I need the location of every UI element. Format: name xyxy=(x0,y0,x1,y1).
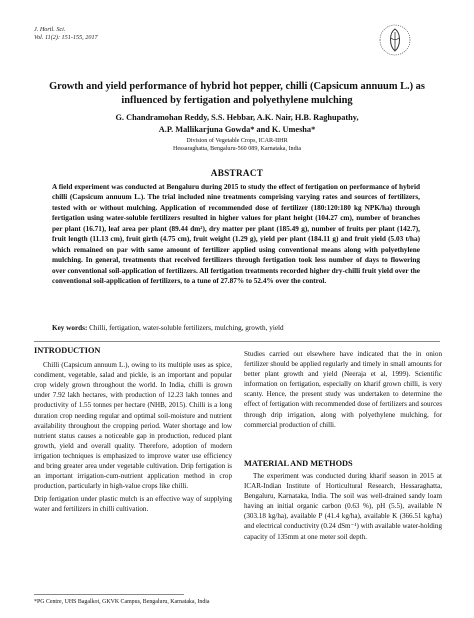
intro-paragraph-2: Drip fertigation under plastic mulch is an effective way of supplying water and fertilizers in chilli cultivation. xyxy=(34,495,232,514)
right-column-top xyxy=(244,349,442,433)
methods-paragraph-1: The experiment was conducted during kharif season in 2015 at ICAR-Indian Institute of Horticultural Research, Hessaraghatta, Bengaluru, Karnataka, India. The soil was well-drained sandy loam having an initial organic carbon (0.63 %), pH (5.5), available N (303.18 kg/ha), available P (41.4 kg/ha), available K (366.51 kg/ha) and electrical conductivity (0.24 dSm⁻¹) with available water-holding capacity of 135mm at one meter soil depth. xyxy=(244,472,442,541)
footnote: *PG Centre, UHS Bagalkot, GKVK Campus, Bengaluru, Karnataka, India xyxy=(34,599,210,605)
keywords-label: Key words: xyxy=(52,324,88,332)
section-divider xyxy=(34,341,440,342)
author-list xyxy=(40,112,434,136)
footnote-divider xyxy=(34,594,184,595)
journal-volume: Vol. 11(2): 151-155, 2017 xyxy=(34,34,98,41)
left-column xyxy=(34,346,232,518)
affiliation-line-1: Division of Vegetable Crops, ICAR-IIHR xyxy=(186,138,288,144)
introduction-heading: INTRODUCTION xyxy=(34,346,101,355)
right-paragraph-1: Studies carried out elsewhere have indicated that the in onion fertilizer should be applied regularly and timely in small amounts for better plant growth and yield (Neeraja et al, 1999). Scientific information on fertigation, especially on kharif grown chilli, is very scanty. Hence, the present study was undertaken to determine the effect of fertigation with recommended dose of fertilizers and sources through drip irrigation, along with polyethylene mulching, for commercial production of chilli. xyxy=(244,350,442,429)
abstract-heading: ABSTRACT xyxy=(210,168,264,178)
right-column-methods xyxy=(244,471,442,545)
keywords-text: Chilli, fertigation, water-soluble fertilizers, mulching, growth, yield xyxy=(89,324,284,332)
affiliation xyxy=(40,137,434,153)
journal-citation xyxy=(34,26,98,42)
intro-paragraph-1: Chilli (Capsicum annuum L.), owing to its multiple uses as spice, condiment, vegetable, salad and pickle, is an important and popular crop widely grown throughout the world. In India, chilli is grown under 7.92 lakh hectares, with production of 12.23 lakh tonnes and productivity of 1.55 tonnes per hectare (NHB, 2015). Chilli is a long duration crop needing regular and optimal soil-moisture and nutrient availability throughout the cropping period. Water shortage and low nutrient status causes a noticeable gap in production, reduced plant growth, yield and overall quality. Therefore, adoption of modern irrigation techniques is emphasized to improve water use efficiency and bring greater area under vegetable cultivation. Drip fertigation is an important irrigation-cum-nutrient application method in crop production, particularly in high-value crops like chilli. xyxy=(34,361,232,491)
authors-line-1: G. Chandramohan Reddy, S.S. Hebbar, A.K. Nair, H.B. Raghupathy, xyxy=(115,113,359,122)
paper-title: Growth and yield performance of hybrid hot pepper, chilli (Capsicum annuum L.) as influenced by fertigation and polyethylene mulching xyxy=(49,81,425,106)
journal-name: J. Hortl. Sci. xyxy=(34,26,66,33)
authors-line-2: A.P. Mallikarjuna Gowda* and K. Umesha* xyxy=(158,125,316,134)
keywords xyxy=(52,323,420,333)
abstract-text: A field experiment was conducted at Bengaluru during 2015 to study the effect of fertigation on performance of hybrid chilli (Capsicum annuum L.). The trial included nine treatments comprising varying rates and sources of fertilizers, tested with or without mulching. Application of recommended dose of fertilizer (180:120:180 kg NPK/ha) through fertigation using water-soluble fertilizers resulted in higher values for plant height (104.27 cm), number of branches per plant (16.71), leaf area per plant (89.44 dm²), dry matter per plant (185.49 g), number of fruits per plant (142.7), fruit length (11.13 cm), fruit girth (4.75 cm), fruit weight (1.29 g), yield per plant (184.11 g) and fruit yield (5.03 t/ha) which remained on par with same amount of fertilizer applied using conventional means along with polyethylene mulching. In general, treatments that received fertilizers through fertigation took less number of days to flowering over conventional soil-application of fertilizers. All fertigation treatments recorded higher dry-chilli fruit yield over the conventional soil-application of fertilizers, to a tune of 27.87% to 52.4% over the control. xyxy=(52,183,420,286)
journal-logo-icon xyxy=(372,20,418,60)
affiliation-line-2: Hessaraghatta, Bengaluru-560 089, Karnataka, India xyxy=(172,146,302,152)
methods-heading: MATERIAL AND METHODS xyxy=(244,459,353,468)
